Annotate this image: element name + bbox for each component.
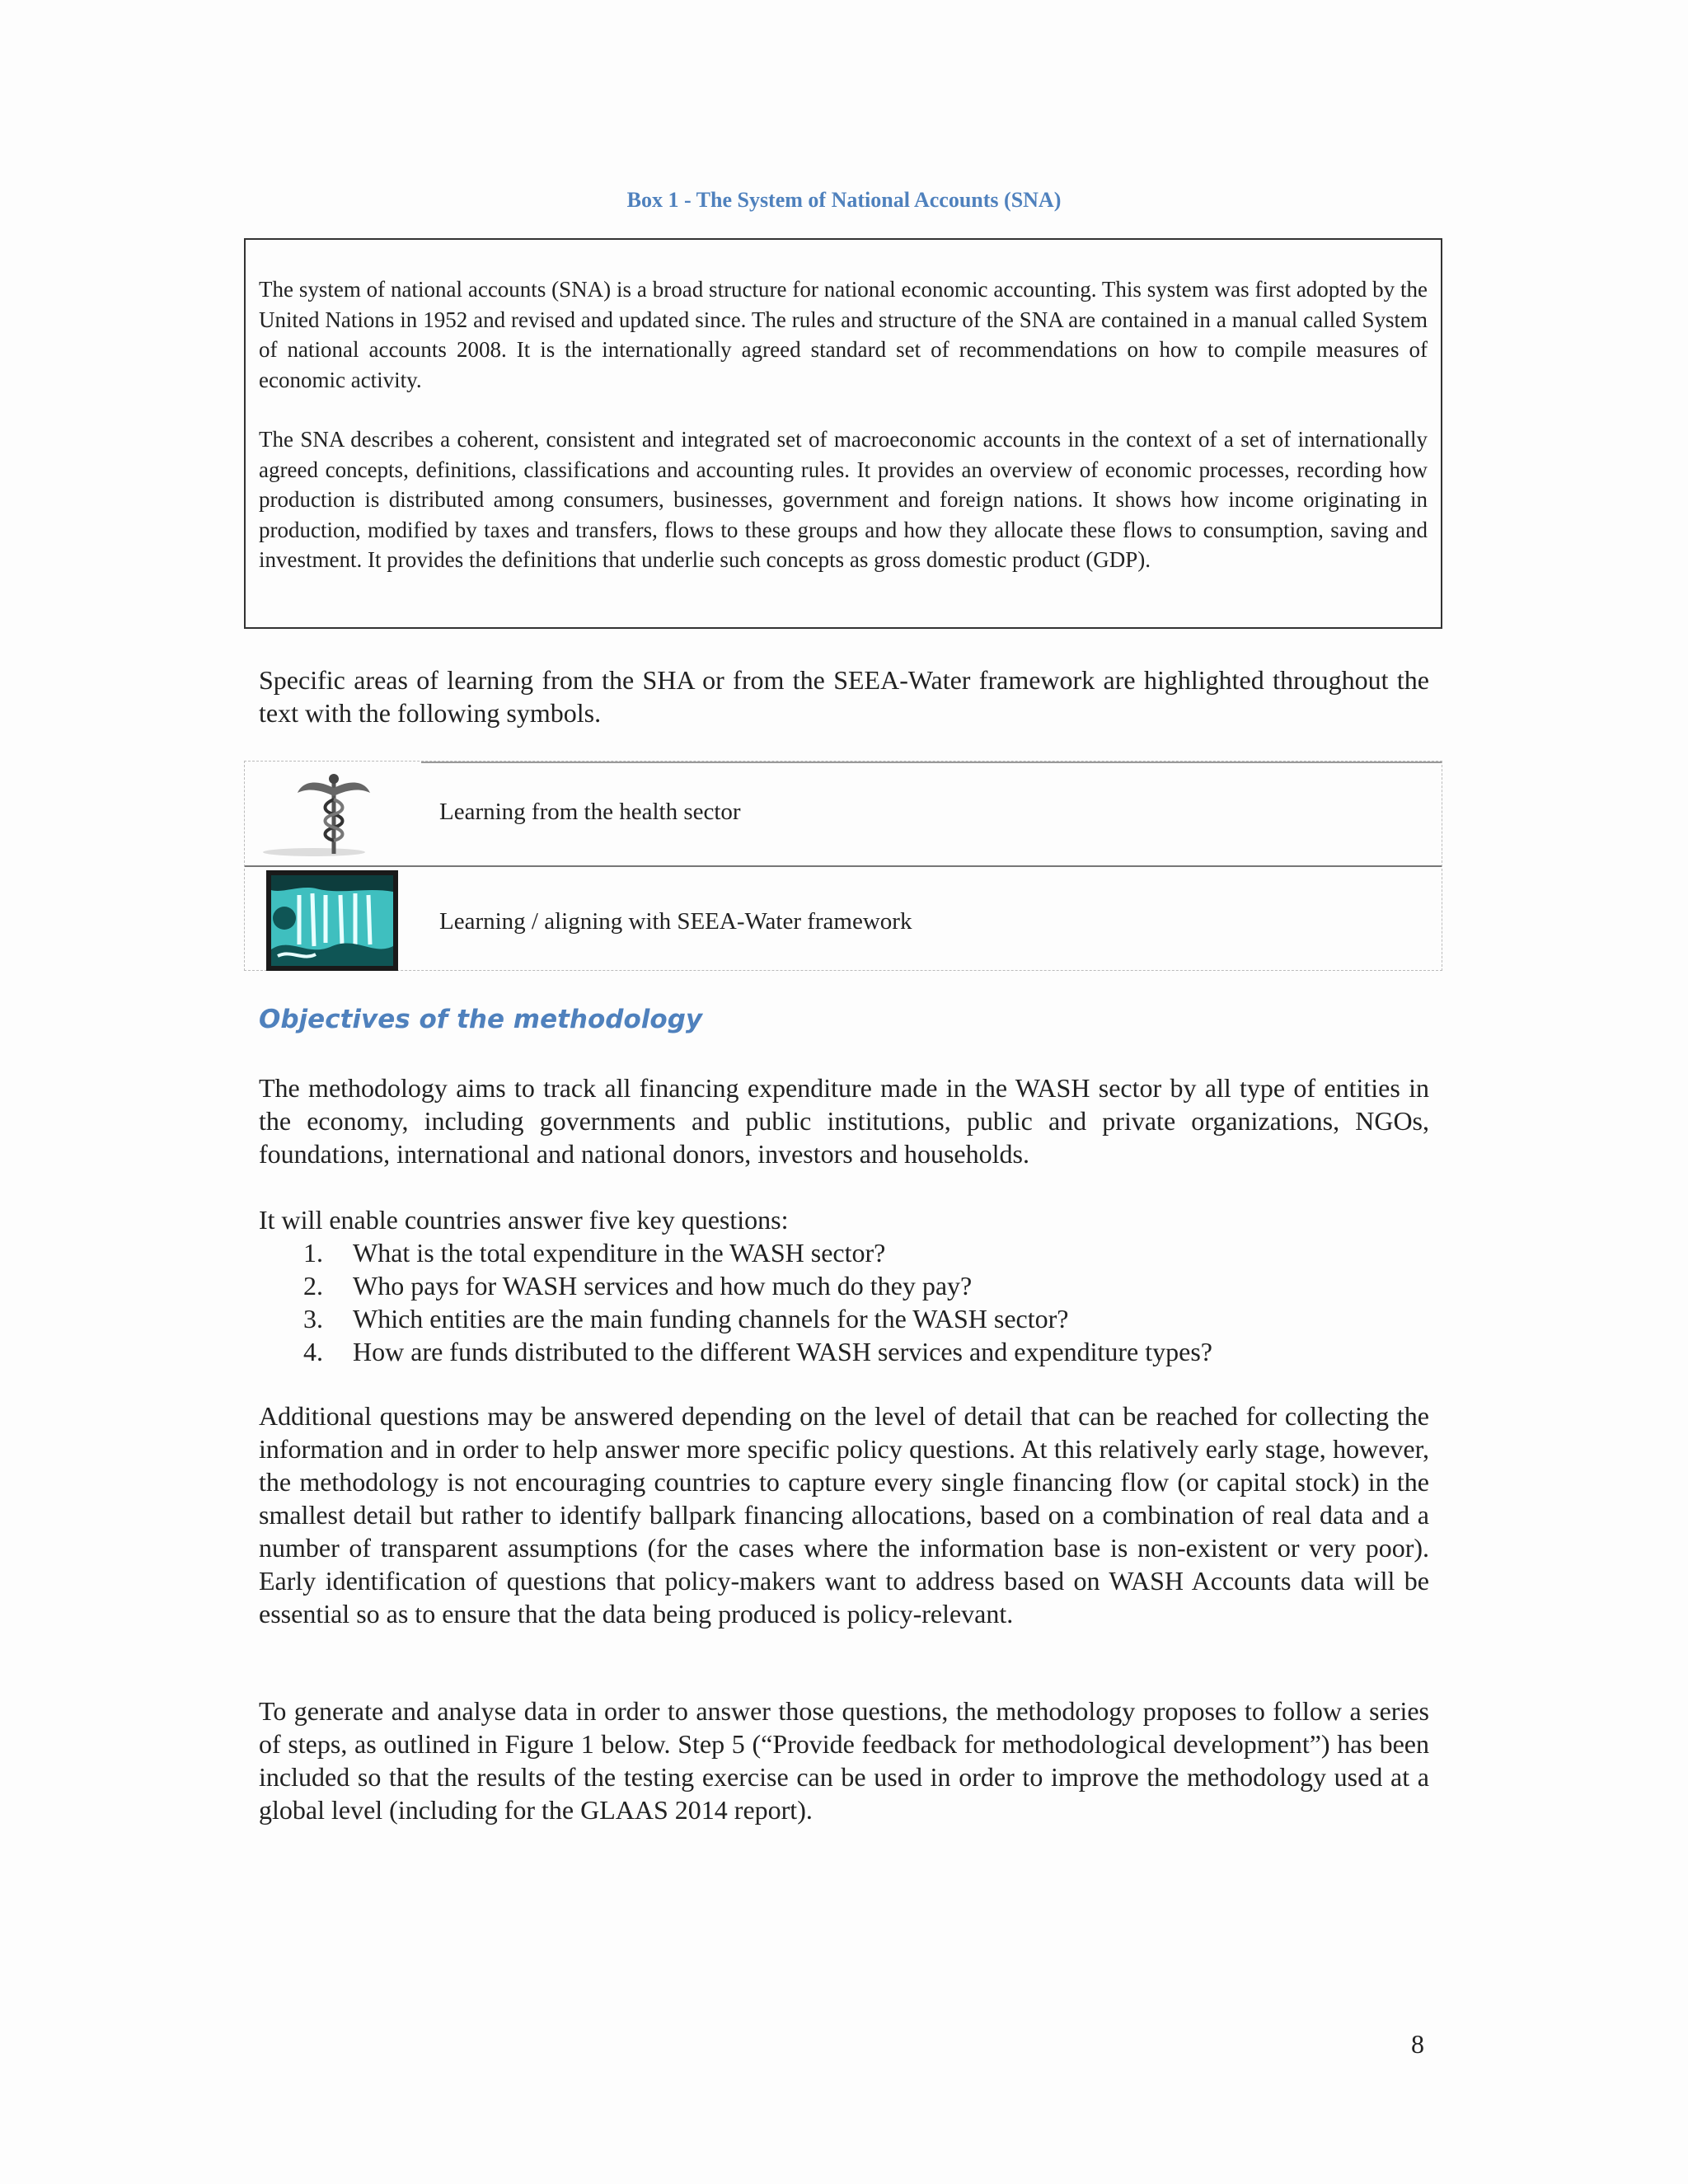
- symbol-label-health: Learning from the health sector: [439, 799, 741, 825]
- objectives-paragraph-4: To generate and analyse data in order to answer those questions, the methodology proposes to follow a series of steps, as outlined in Figure 1 below. Step 5 (“Provide feedback for methodological development”) has been included so that the results of the testing exercise can be used in order to improve the methodology used at a global level (including for the GLAAS 2014 report).: [259, 1696, 1429, 1825]
- questions-intro: It will enable countries answer five key questions:: [259, 1205, 789, 1235]
- list-item: [303, 1302, 1212, 1335]
- symbol-row-seea-water: [245, 865, 1442, 971]
- page-number: 8: [1411, 2029, 1424, 2059]
- list-item-number: 3.: [303, 1304, 323, 1333]
- list-item: [303, 1335, 1212, 1368]
- box-title: Box 1 - The System of National Accounts (SNA): [626, 188, 1062, 212]
- intro-paragraph: Specific areas of learning from the SHA or from the SEEA-Water framework are highlighted throughout the text with the following symbols.: [259, 665, 1429, 728]
- objectives-paragraph-3: Additional questions may be answered depending on the level of detail that can be reached for collecting the information and in order to help answer more specific policy questions. At this relatively early stage, however, the methodology is not encouraging countries to capture every single financing flow (or capital stock) in the smallest detail but rather to identify ballpark financing allocations, based on a combination of real data and a number of transparent assumptions (for the cases where the information base is non-existent or very poor). Early identification of questions that policy-makers want to address based on WASH Accounts data will be essential so as to ensure that the data being produced is policy-relevant.: [259, 1401, 1429, 1629]
- list-item-text: How are funds distributed to the different WASH services and expenditure types?: [353, 1337, 1212, 1366]
- objectives-paragraph-1: The methodology aims to track all financing expenditure made in the WASH sector by all type of entities in the economy, including governments and public institutions, public and private organizations, NGOs, foundations, international and national donors, investors and households.: [259, 1073, 1429, 1169]
- sna-box: [244, 238, 1442, 629]
- list-item-text: Which entities are the main funding channels for the WASH sector?: [353, 1304, 1069, 1333]
- section-heading: Objectives of the methodology: [259, 1005, 703, 1034]
- sna-paragraph-2: The SNA describes a coherent, consistent and integrated set of macroeconomic accounts in the context of a set of internationally agreed concepts, definitions, classifications and accounting rules. It provides an overview of economic processes, recording how production is distributed among consumers, businesses, government and foreign nations. It shows how income originating in production, modified by taxes and transfers, flows to these groups and how they allocate these flows to consumption, saving and investment. It provides the definitions that underlie such concepts as gross domestic product (GDP).: [259, 427, 1428, 572]
- list-item-text: What is the total expenditure in the WASH sector?: [353, 1238, 886, 1268]
- list-item-text: Who pays for WASH services and how much do they pay?: [353, 1271, 973, 1301]
- list-item: [303, 1269, 1212, 1302]
- list-item-number: 2.: [303, 1271, 323, 1301]
- symbols-table: [244, 761, 1442, 971]
- caduceus-icon: [256, 771, 388, 859]
- waterfall-icon: [266, 870, 398, 971]
- list-item-number: 4.: [303, 1337, 323, 1366]
- list-item: [303, 1236, 1212, 1269]
- sna-paragraph-1: The system of national accounts (SNA) is a broad structure for national economic accounting. This system was first adopted by the United Nations in 1952 and revised and updated since. The rules and structure of the SNA are contained in a manual called System of national accounts 2008. It is the internationally agreed standard set of recommendations on how to compile measures of economic activity.: [259, 277, 1428, 392]
- symbol-row-health: [245, 762, 1442, 865]
- symbol-label-seea-water: Learning / aligning with SEEA-Water framework: [439, 908, 912, 935]
- list-item-number: 1.: [303, 1238, 323, 1268]
- questions-list: [303, 1236, 1212, 1368]
